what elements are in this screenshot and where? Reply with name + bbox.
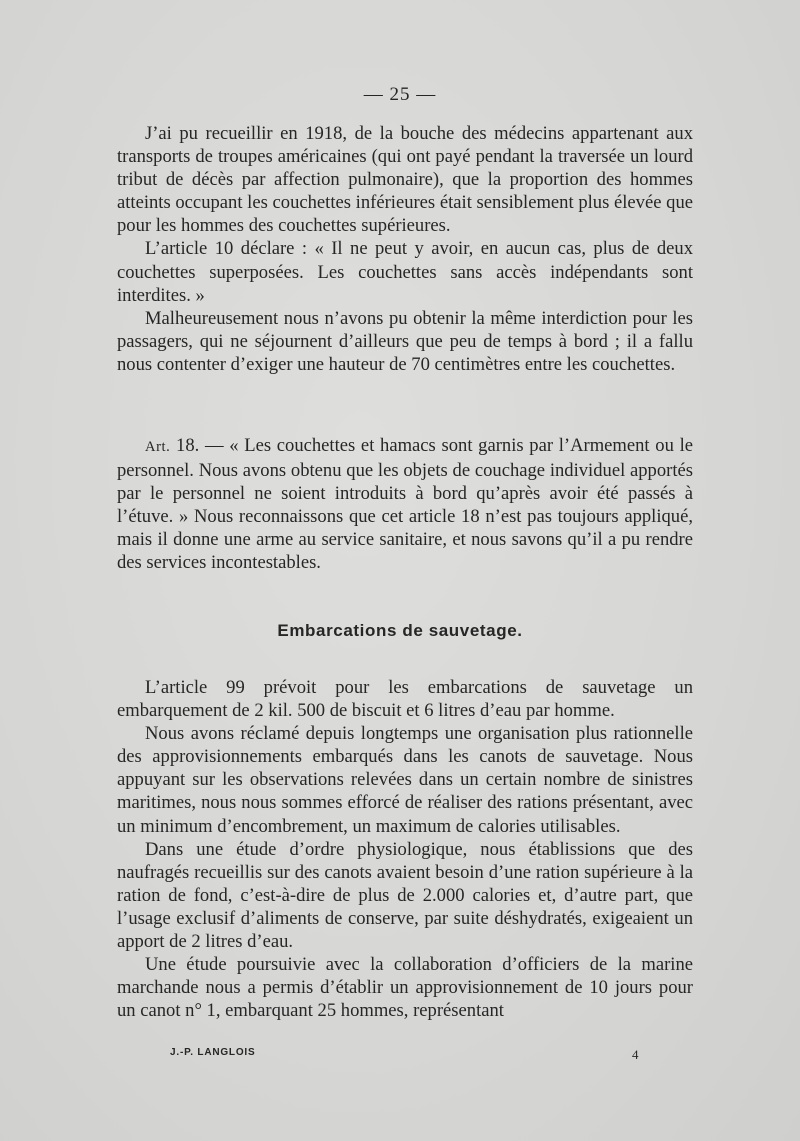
page-number: — 25 —: [363, 84, 437, 105]
text-block-embarcations: [117, 676, 693, 1022]
paragraph-text: 18. — « Les couchettes et hamacs sont garnis par l’Armement ou le personnel. Nous avons obtenu que les objets de couchage individuel apportés par le personnel ne soient introduits à bord qu’après avoir été passés à l’étuve. » Nous reconnaissons que cet article 18 n’est pas toujours appliqué, mais il donne une arme au service sanitaire, et nous savons qu’il a pu rendre des services incontestables.: [117, 435, 693, 574]
article-label: Art.: [145, 439, 171, 455]
paragraph: J’ai pu recueillir en 1918, de la bouche des médecins appartenant aux transports de troupes américaines (qui ont payé pendant la traversée un lourd tribut de décès par affection pulmonaire), que la proportion des hommes atteints occupant les couchettes inférieures était sensiblement plus élevée que pour les hommes des couchettes supérieures.: [117, 123, 693, 237]
section-heading: Embarcations de sauvetage.: [277, 621, 523, 640]
signature-mark: 4: [632, 1047, 640, 1062]
paragraph: Une étude poursuivie avec la collaboration d’officiers de la marine marchande nous a permis d’établir un approvisionnement de 10 jours pour un canot n° 1, embarquant 25 hommes, représentant: [117, 954, 693, 1022]
paragraph: L’article 99 prévoit pour les embarcations de sauvetage un embarquement de 2 kil. 500 de biscuit et 6 litres d’eau par homme.: [117, 677, 693, 722]
text-block-article-18: [117, 434, 693, 575]
printer-signature: J.-P. LANGLOIS: [170, 1047, 256, 1058]
text-block-couchettes: [117, 122, 693, 376]
paragraph: Dans une étude d’ordre physiologique, nous établissions que des naufragés recueillis sur des canots avaient besoin d’une ration supérieure à la ration de fond, c’est-à-dire de plus de 2.000 calories et, d’autre part, que l’usage exclusif d’aliments de conserve, par suite déshydratés, exigeaient un apport de 2 litres d’eau.: [117, 838, 693, 953]
paragraph: Malheureusement nous n’avons pu obtenir la même interdiction pour les passagers, qui ne séjournent d’ailleurs que peu de temps à bord ; il a fallu nous contenter d’exiger une hauteur de 70 centimètres entre les couchettes.: [117, 307, 693, 375]
paragraph: [117, 434, 693, 575]
paragraph: L’article 10 déclare : « Il ne peut y avoir, en aucun cas, plus de deux couchettes superposées. Les couchettes sans accès indépendants sont interdites. »: [117, 238, 693, 306]
paragraph: Nous avons réclamé depuis longtemps une organisation plus rationnelle des approvisionnements embarqués dans les canots de sauvetage. Nous appuyant sur les observations relevées dans un certain nombre de sinistres maritimes, nous nous sommes efforcé de réaliser des rations présentant, avec un minimum d’encombrement, un maximum de calories utilisables.: [117, 723, 693, 837]
